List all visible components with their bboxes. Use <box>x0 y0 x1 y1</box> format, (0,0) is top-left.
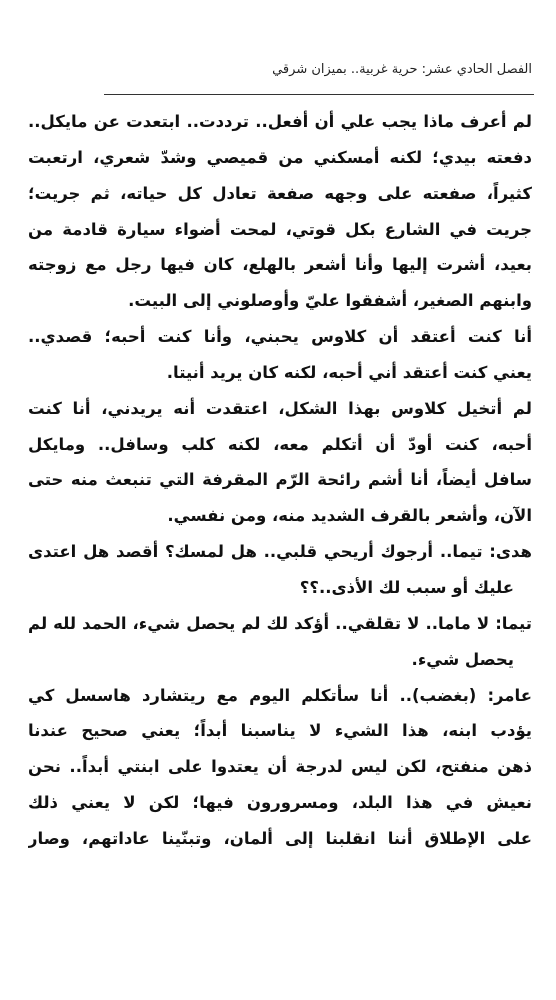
text-line: لم أتخيل كلاوس بهذا الشكل، اعتقدت أنه يريدني، أنا كنت <box>28 398 532 418</box>
header-divider <box>104 94 534 95</box>
text-line: يؤدب ابنه، هذا الشيء لا يناسبنا أبداً؛ يعني صحيح عندنا <box>28 721 532 741</box>
text-line: كثيراً، صفعته على وجهه صفعة تعادل كل حياته، ثم جريت؛ <box>28 183 532 203</box>
text-line: تيما: لا ماما.. لا تقلقي.. أؤكد لك لم يحصل شيء، الحمد لله لم <box>28 613 532 633</box>
text-line: نعيش في هذا البلد، ومسرورون فيها؛ لكن لا يعني ذلك <box>28 793 532 813</box>
text-line: أنا كنت أعتقد أن كلاوس يحبني، وأنا كنت أحبه؛ قصدي.. <box>28 327 532 347</box>
text-line: يعني كنت أعتقد أني أحبه، لكنه كان يريد أنيتا. <box>166 362 532 382</box>
text-line: لم أعرف ماذا يجب علي أن أفعل.. ترددت.. ابتعدت عن مايكل.. <box>28 112 532 131</box>
text-line: وابنهم الصغير، أشفقوا عليّ وأوصلوني إلى البيت. <box>128 291 532 311</box>
running-header: الفصل الحادي عشر: حرية غربية.. بميزان شرقي <box>272 62 532 77</box>
text-line: ذهن منفتح، لكن ليس لدرجة أن يعتدوا على ابنتي أبداً.. نحن <box>28 757 532 777</box>
text-line: دفعته بيدي؛ لكنه أمسكني من قميصي وشدّ شعري، ارتعبت <box>28 147 532 167</box>
text-line: أحبه، كنت أودّ أن أتكلم معه، لكنه كلب وسافل.. ومايكل <box>28 434 532 454</box>
text-line: الآن، وأشعر بالقرف الشديد منه، ومن نفسي. <box>167 506 532 526</box>
text-line: على الإطلاق أننا انقلبنا إلى ألمان، وتبنّينا عاداتهم، وصار <box>28 828 532 848</box>
text-line: هدى: تيما.. أرجوك أريحي قلبي.. هل لمسك؟ أقصد هل اعتدى <box>28 542 532 562</box>
text-line: بعيد، أشرت إليها وأنا أشعر بالهلع، كان فيها رجل مع زوجته <box>28 255 532 275</box>
text-line: سافل أيضاً، أنا أشم رائحة الرّم المقرفة التي تنبعث منه حتى <box>28 470 532 490</box>
text-line: عامر: (بغضب).. أنا سأتكلم اليوم مع ريتشارد هاسسل كي <box>28 685 532 705</box>
text-line: جريت في الشارع بكل قوتي، لمحت أضواء سيارة قادمة من <box>28 219 532 239</box>
text-line: يحصل شيء. <box>411 649 514 669</box>
text-line: عليك أو سبب لك الأذى..؟؟ <box>299 577 514 597</box>
chapter-body-text <box>28 104 532 857</box>
